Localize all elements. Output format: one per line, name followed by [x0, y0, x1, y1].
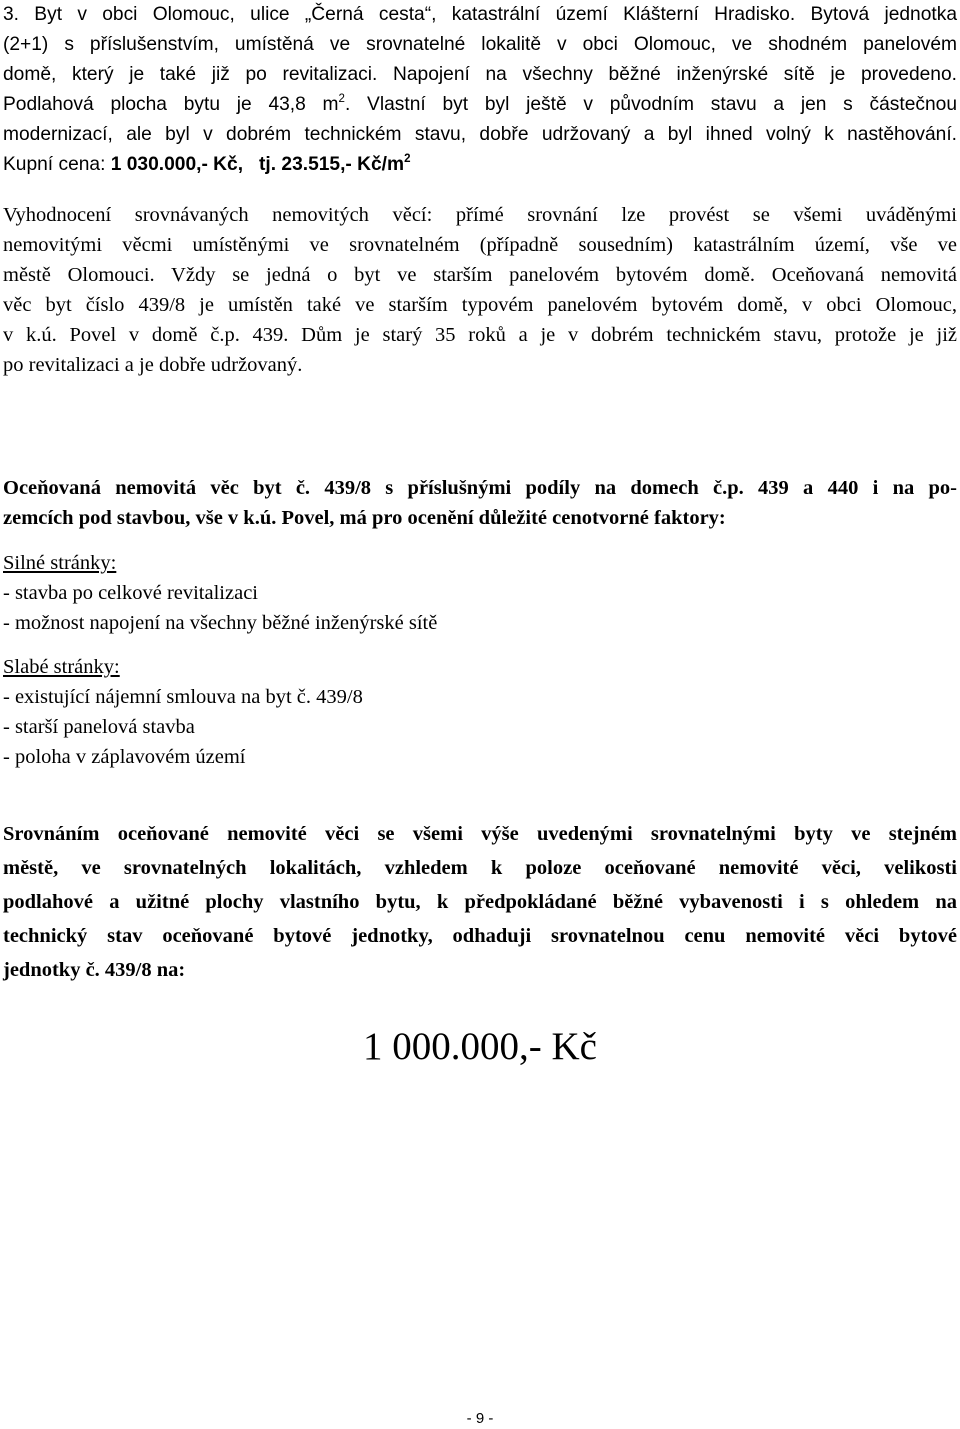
text-line: modernizací, ale byl v dobrém technickém stavu, dobře udržovaný a byl ihned volný k nastěhování. [3, 124, 957, 145]
strengths-section [3, 548, 957, 638]
superscript: 2 [338, 92, 345, 105]
text-line: Oceňovaná nemovitá věc byt č. 439/8 s příslušnými podíly na domech č.p. 439 a 440 i na po- [3, 477, 957, 499]
factors-intro [3, 473, 957, 533]
strengths-heading: Silné stránky: [3, 552, 117, 574]
purchase-price-label: Kupní cena: [3, 154, 111, 175]
text-line: technický stav oceňované bytové jednotky, odhaduji srovnatelnou cenu nemovité věci bytové [3, 925, 957, 947]
weakness-item: - existující nájemní smlouva na byt č. 439/8 [3, 686, 363, 708]
strength-item: - možnost napojení na všechny běžné inženýrské sítě [3, 612, 438, 634]
text-line: jednotky č. 439/8 na: [3, 959, 186, 981]
evaluation-paragraph [3, 200, 957, 380]
text-line: nemovitými věcmi umístěnými ve srovnatelném (případně sousedním) katastrálním území, vše ve [3, 234, 957, 256]
purchase-price-value: 1 030.000,- Kč, tj. 23.515,- Kč/m [110, 154, 405, 175]
strength-item: - stavba po celkové revitalizaci [3, 582, 258, 604]
text-continuation: . Vlastní byt byl ještě v původním stavu a jen s částečnou [344, 94, 957, 115]
conclusion-paragraph [3, 817, 957, 987]
purchase-price-line [3, 150, 957, 180]
final-price: 1 000.000,- Kč [363, 1025, 597, 1068]
text-line [3, 90, 957, 120]
weaknesses-heading: Slabé stránky: [3, 656, 120, 678]
text-line: městě, ve srovnatelných lokalitách, vzhledem k poloze oceňované nemovité věci, velikosti [3, 857, 957, 879]
weakness-item: - poloha v záplavovém území [3, 746, 246, 768]
text-line: podlahové a užitné plochy vlastního bytu, k předpokládané běžné vybavenosti i s ohledem na [3, 891, 957, 913]
text-line: domě, který je také již po revitalizaci. Napojení na všechny běžné inženýrské sítě je provedeno. [3, 64, 957, 85]
text-line: po revitalizaci a je dobře udržovaný. [3, 354, 303, 376]
text-line: Vyhodnocení srovnávaných nemovitých věcí: přímé srovnání lze provést se všemi uváděnými [3, 204, 957, 226]
text-line: zemcích pod stavbou, vše v k.ú. Povel, má pro ocenění důležité cenotvorné faktory: [3, 507, 726, 529]
text-line: věc byt číslo 439/8 je umístěn také ve starším typovém panelovém bytovém domě, v obci Olomouc, [3, 294, 957, 316]
superscript: 2 [404, 152, 411, 165]
comparable-property-3 [3, 0, 957, 180]
text-line: městě Olomouci. Vždy se jedná o byt ve starším panelovém bytovém domě. Oceňovaná nemovitá [3, 264, 957, 286]
weakness-item: - starší panelová stavba [3, 716, 195, 738]
text-line: (2+1) s příslušenstvím, umístěná ve srovnatelné lokalitě v obci Olomouc, ve shodném panelovém [3, 34, 957, 55]
text-line: 3. Byt v obci Olomouc, ulice „Černá cesta“, katastrální území Klášterní Hradisko. Bytová jednotka [3, 4, 957, 25]
weaknesses-section [3, 652, 957, 772]
floor-area-text: Podlahová plocha bytu je 43,8 m [3, 94, 339, 115]
page-number: - 9 - [466, 1410, 494, 1427]
text-line: v k.ú. Povel v domě č.p. 439. Dům je starý 35 roků a je v dobrém technickém stavu, protože je již [3, 324, 957, 346]
text-line: Srovnáním oceňované nemovité věci se všemi výše uvedenými srovnatelnými byty ve stejném [3, 823, 957, 845]
